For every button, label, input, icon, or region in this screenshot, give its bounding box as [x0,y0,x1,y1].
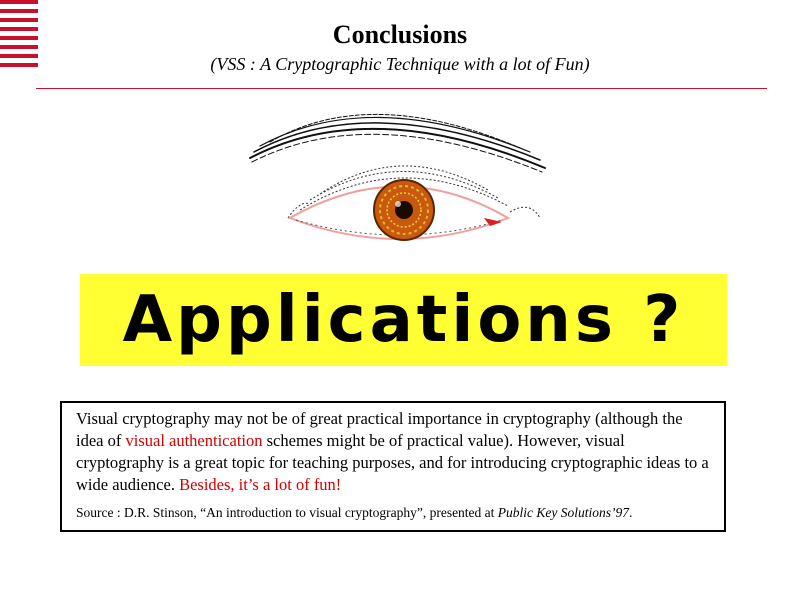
slide-subtitle: (VSS : A Cryptographic Technique with a lot of Fun) [210,54,590,74]
slide-title: Conclusions [332,20,468,49]
conclusion-paragraph [76,408,712,496]
body-text-1: Visual cryptography may not be of great practical importance in cryptography (although the idea of [76,409,683,450]
body-highlight-1: visual authentication [125,431,263,450]
title-divider [36,88,767,89]
source-prefix: Source : D.R. Stinson, “An introduction to visual cryptography”, presented at [76,505,498,520]
banner-text: Applications ? [122,283,685,357]
body-highlight-2: Besides, it’s a lot of fun! [179,475,342,494]
conclusion-textbox [60,401,726,532]
source-venue: Public Key Solutions’97 [497,505,630,520]
body-text-2: schemes might be of practical value). However, visual cryptography is a great topic for teaching purposes, and for introducing cryptographic ideas to a wide audience. [76,431,709,494]
eye-icon [240,100,560,250]
source-suffix: . [629,505,633,520]
applications-banner [80,274,727,366]
source-citation [76,505,712,521]
